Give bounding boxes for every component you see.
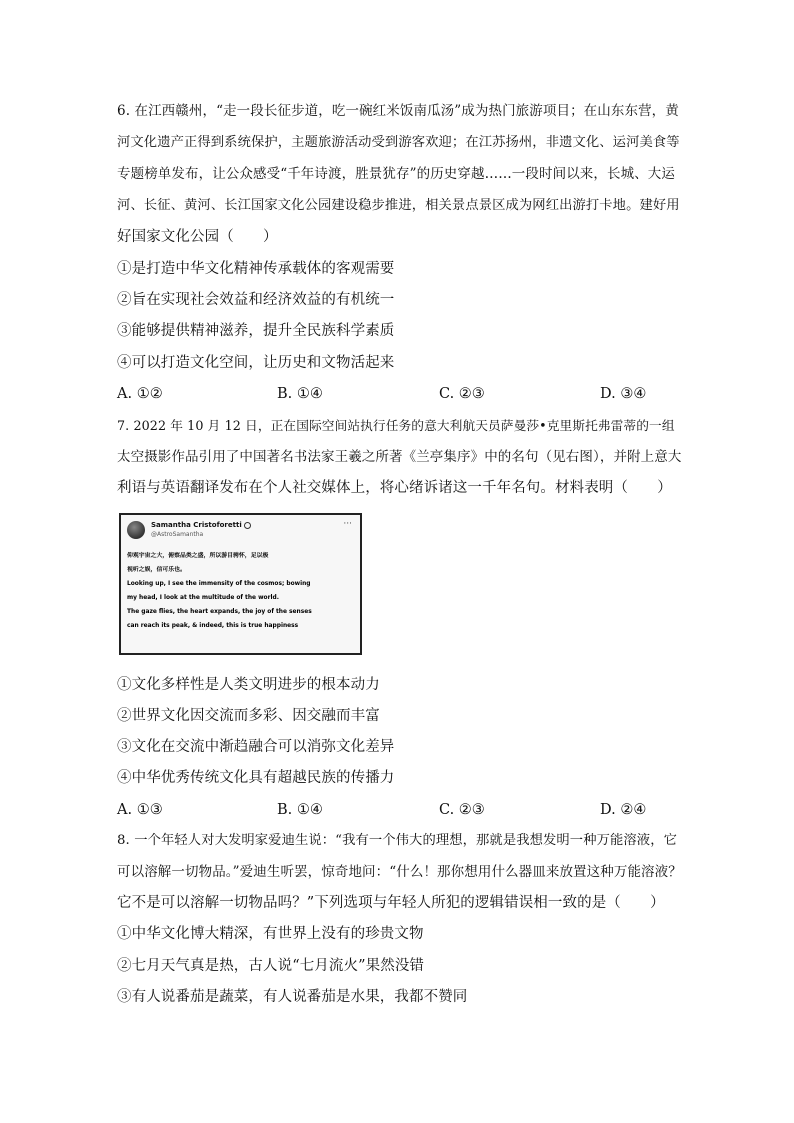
q6-item-3: ③能够提供精神滋养，提升全民族科学素质: [117, 323, 395, 339]
q8-stem-line: 可以溶解一切物品。”爱迪生听罢，惊奇地问：“什么！那你想用什么器皿来放置这种万能溶液？: [117, 864, 682, 880]
q6-option-b: B. ①④: [277, 386, 323, 402]
q6-option-c: C. ②③: [439, 386, 485, 402]
tweet-line: my head, I look at the multitude of the world.: [127, 595, 279, 601]
q7-option-d: D. ②④: [600, 802, 647, 818]
q7-option-b: B. ①④: [277, 802, 323, 818]
q7-stem-line: 太空摄影作品引用了中国著名书法家王羲之所著《兰亭集序》中的名句（见右图），并附上意大: [117, 449, 682, 465]
tweet-author-name: [151, 521, 251, 530]
tweet-line: Looking up, I see the immensity of the cosmos; bowing: [127, 581, 311, 587]
q6-stem-line: 河、长征、黄河、长江国家文化公园建设稳步推进，相关景点景区成为网红出游打卡地。建好用: [117, 198, 680, 213]
q8-stem-line: 它不是可以溶解一切物品吗？”下列选项与年轻人所犯的逻辑错误相一致的是（ ）: [117, 895, 665, 911]
tweet-line: 仰观宇宙之大，俯察品类之盛，所以游目骋怀，足以极: [127, 553, 269, 559]
q6-option-d: D. ③④: [600, 386, 647, 402]
q7-item-1: ①文化多样性是人类文明进步的根本动力: [117, 677, 380, 693]
tweet-body: [127, 549, 359, 633]
tweet-line: 视听之娱，信可乐也。: [127, 567, 186, 573]
q7-item-4: ④中华优秀传统文化具有超越民族的传播力: [117, 770, 395, 786]
q6-stem-line: 6. 在江西赣州，“走一段长征步道，吃一碗红米饭南瓜汤”成为热门旅游项目；在山东东营，黄: [117, 103, 679, 119]
q6-item-1: ①是打造中华文化精神传承载体的客观需要: [117, 261, 395, 277]
q6-option-a: A. ①②: [117, 386, 163, 402]
q8-stem-line: 8. 一个年轻人对大发明家爱迪生说：“我有一个伟大的理想，那就是我想发明一种万能溶液，它: [117, 833, 677, 848]
q6-stem-line: 河文化遗产正得到系统保护，主题旅游活动受到游客欢迎；在江苏扬州，非遗文化、运河美食等: [117, 135, 680, 150]
q6-stem-line: 好国家文化公园（ ）: [117, 229, 278, 245]
avatar: [127, 521, 145, 539]
q7-option-a: A. ①③: [117, 802, 163, 818]
q7-stem-line: 利语与英语翻译发布在个人社交媒体上，将心绪诉诸这一千年名句。材料表明（ ）: [117, 480, 672, 496]
q7-item-2: ②世界文化因交流而多彩、因交融而丰富: [117, 708, 380, 724]
q7-stem-line: 7. 2022 年 10 月 12 日，正在国际空间站执行任务的意大利航天员萨曼莎•克里斯托弗雷蒂的一组: [117, 418, 675, 433]
q6-item-4: ④可以打造文化空间，让历史和文物活起来: [117, 355, 395, 371]
q8-item-2: ②七月天气真是热，古人说“七月流火”果然没错: [117, 958, 425, 974]
more-icon: ···: [343, 519, 352, 529]
tweet-handle: @AstroSamantha: [151, 531, 204, 538]
tweet-line: The gaze flies, the heart expands, the joy of the senses: [127, 609, 312, 615]
q7-option-c: C. ②③: [439, 802, 485, 818]
tweet-screenshot: [119, 513, 362, 655]
q8-item-3: ③有人说番茄是蔬菜，有人说番茄是水果，我都不赞同: [117, 989, 468, 1005]
verified-icon: [244, 522, 251, 529]
tweet-line: can reach its peak, & indeed, this is true happiness: [127, 623, 299, 629]
q7-item-3: ③文化在交流中渐趋融合可以消弥文化差异: [117, 739, 395, 755]
q6-item-2: ②旨在实现社会效益和经济效益的有机统一: [117, 292, 395, 308]
q6-stem-line: 专题榜单发布，让公众感受“千年诗渡，胜景犹存”的历史穿越……一段时间以来，长城、大运: [117, 166, 676, 182]
q8-item-1: ①中华文化博大精深，有世界上没有的珍贵文物: [117, 926, 424, 942]
tweet-author-name-text: Samantha Cristoforetti: [151, 521, 242, 529]
